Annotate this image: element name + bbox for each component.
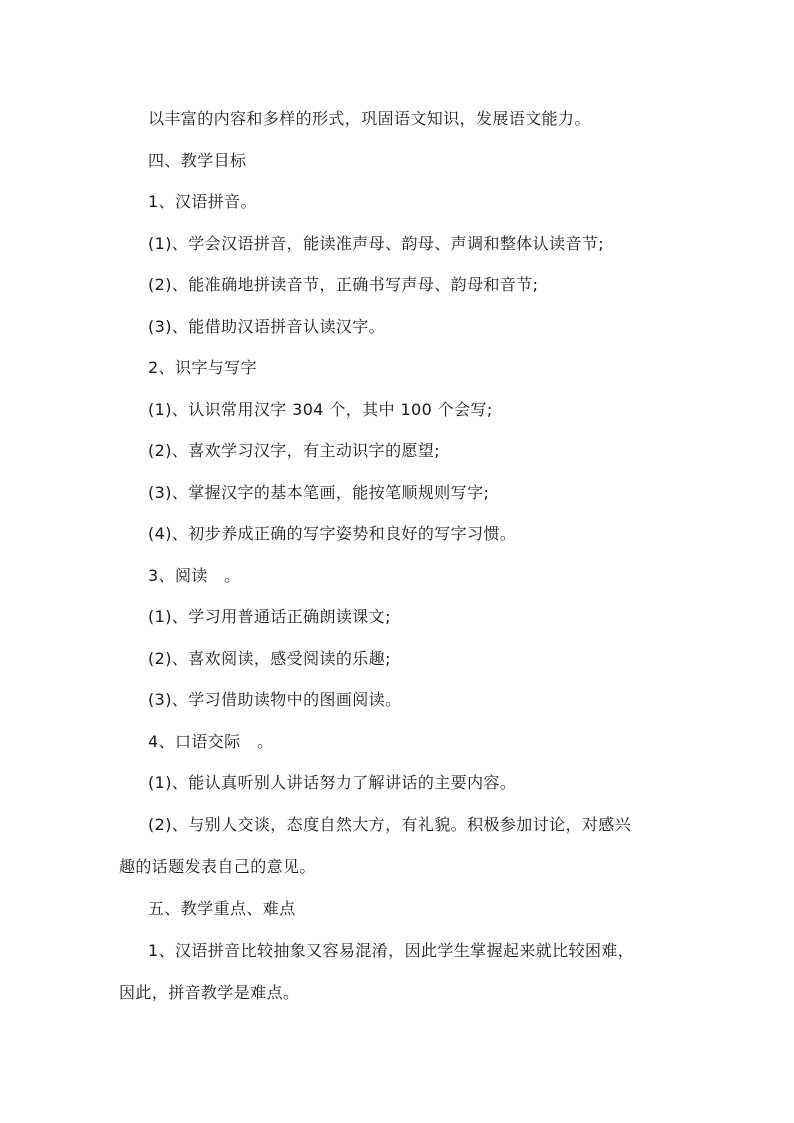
list-item-continuation: 趣的话题发表自己的意见。 [119, 857, 316, 876]
list-item: (1)、学会汉语拼音，能读准声母、韵母、声调和整体认读音节; [148, 234, 605, 253]
subsection-heading-reading: 3、阅读 。 [148, 566, 241, 585]
list-item: (3)、掌握汉字的基本笔画，能按笔顺规则写字; [148, 483, 490, 502]
subsection-heading-pinyin: 1、汉语拼音。 [148, 192, 257, 211]
list-item: (2)、能准确地拼读音节，正确书写声母、韵母和音节; [148, 275, 539, 294]
list-item: (2)、喜欢阅读，感受阅读的乐趣; [148, 649, 391, 668]
list-item: (4)、初步养成正确的写字姿势和良好的写字习惯。 [148, 524, 517, 543]
list-item: (1)、能认真听别人讲话努力了解讲话的主要内容。 [148, 773, 517, 792]
list-item: (1)、学习用普通话正确朗读课文; [148, 607, 391, 626]
list-item: (1)、认识常用汉字 304 个，其中 100 个会写; [148, 400, 493, 419]
list-item: (3)、学习借助读物中的图画阅读。 [148, 690, 402, 709]
list-item: (2)、喜欢学习汉字，有主动识字的愿望; [148, 441, 441, 460]
subsection-heading-literacy: 2、识字与写字 [148, 358, 257, 377]
paragraph-continuation: 因此，拼音教学是难点。 [119, 983, 300, 1002]
paragraph-text: 1、汉语拼音比较抽象又容易混淆，因此学生掌握起来就比较困难， [148, 941, 635, 960]
section-heading-teaching-goals: 四、教学目标 [148, 151, 247, 170]
paragraph-text: 以丰富的内容和多样的形式，巩固语文知识，发展语文能力。 [148, 109, 591, 128]
list-item: (3)、能借助汉语拼音认读汉字。 [148, 317, 386, 336]
list-item: (2)、与别人交谈，态度自然大方，有礼貌。积极参加讨论，对感兴 [148, 815, 632, 834]
subsection-heading-oral: 4、口语交际 。 [148, 732, 274, 751]
section-heading-key-points: 五、教学重点、难点 [148, 899, 296, 918]
